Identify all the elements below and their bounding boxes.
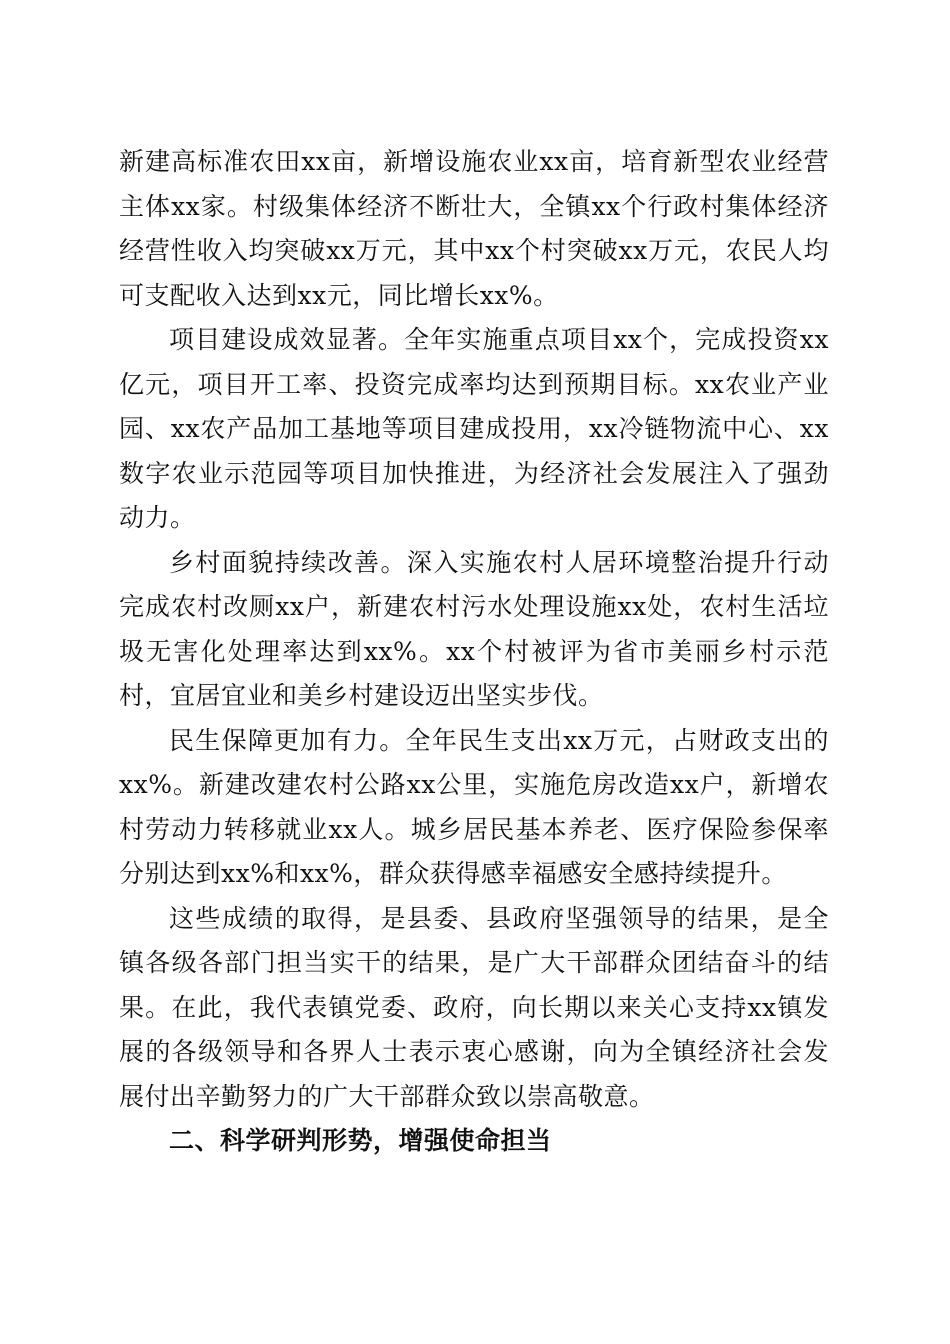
paragraph-project-construction: 项目建设成效显著。全年实施重点项目xx个，完成投资xx亿元，项目开工率、投资完成率均达到预期目标。xx农业产业园、xx农产品加工基地等项目建成投用，xx冷链物流中心、xx数字农业示范园等项目加快推进，为经济社会发展注入了强劲动力。 <box>119 325 829 532</box>
section-heading-two: 二、科学研判形势，增强使命担当 <box>169 1126 552 1155</box>
paragraph-rural-appearance: 乡村面貌持续改善。深入实施农村人居环境整治提升行动完成农村改厕xx户，新建农村污水处理设施xx处，农村生活垃圾无害化处理率达到xx%。xx个村被评为省市美丽乡村示范村，宜居宜业和美乡村建设迈出坚实步伐。 <box>119 547 829 710</box>
paragraph-livelihood: 民生保障更加有力。全年民生支出xx万元，占财政支出的xx%。新建改建农村公路xx公里，实施危房改造xx户，新增农村劳动力转移就业xx人。城乡居民基本养老、医疗保险参保率分别达到xx%和xx%，群众获得感幸福感安全感持续提升。 <box>119 725 829 888</box>
paragraph-acknowledgement: 这些成绩的取得，是县委、县政府坚强领导的结果，是全镇各级各部门担当实干的结果，是广大干部群众团结奋斗的结果。在此，我代表镇党委、政府，向长期以来关心支持xx镇发展的各级领导和各界人士表示衷心感谢，向为全镇经济社会发展付出辛勤努力的广大干部群众致以崇高敬意。 <box>119 903 829 1111</box>
document-body <box>119 140 829 1164</box>
paragraph-agriculture-continued: 新建高标准农田xx亩，新增设施农业xx亩，培育新型农业经营主体xx家。村级集体经济不断壮大，全镇xx个行政村集体经济经营性收入均突破xx万元，其中xx个村突破xx万元，农民人均可支配收入达到xx元，同比增长xx%。 <box>119 147 829 310</box>
